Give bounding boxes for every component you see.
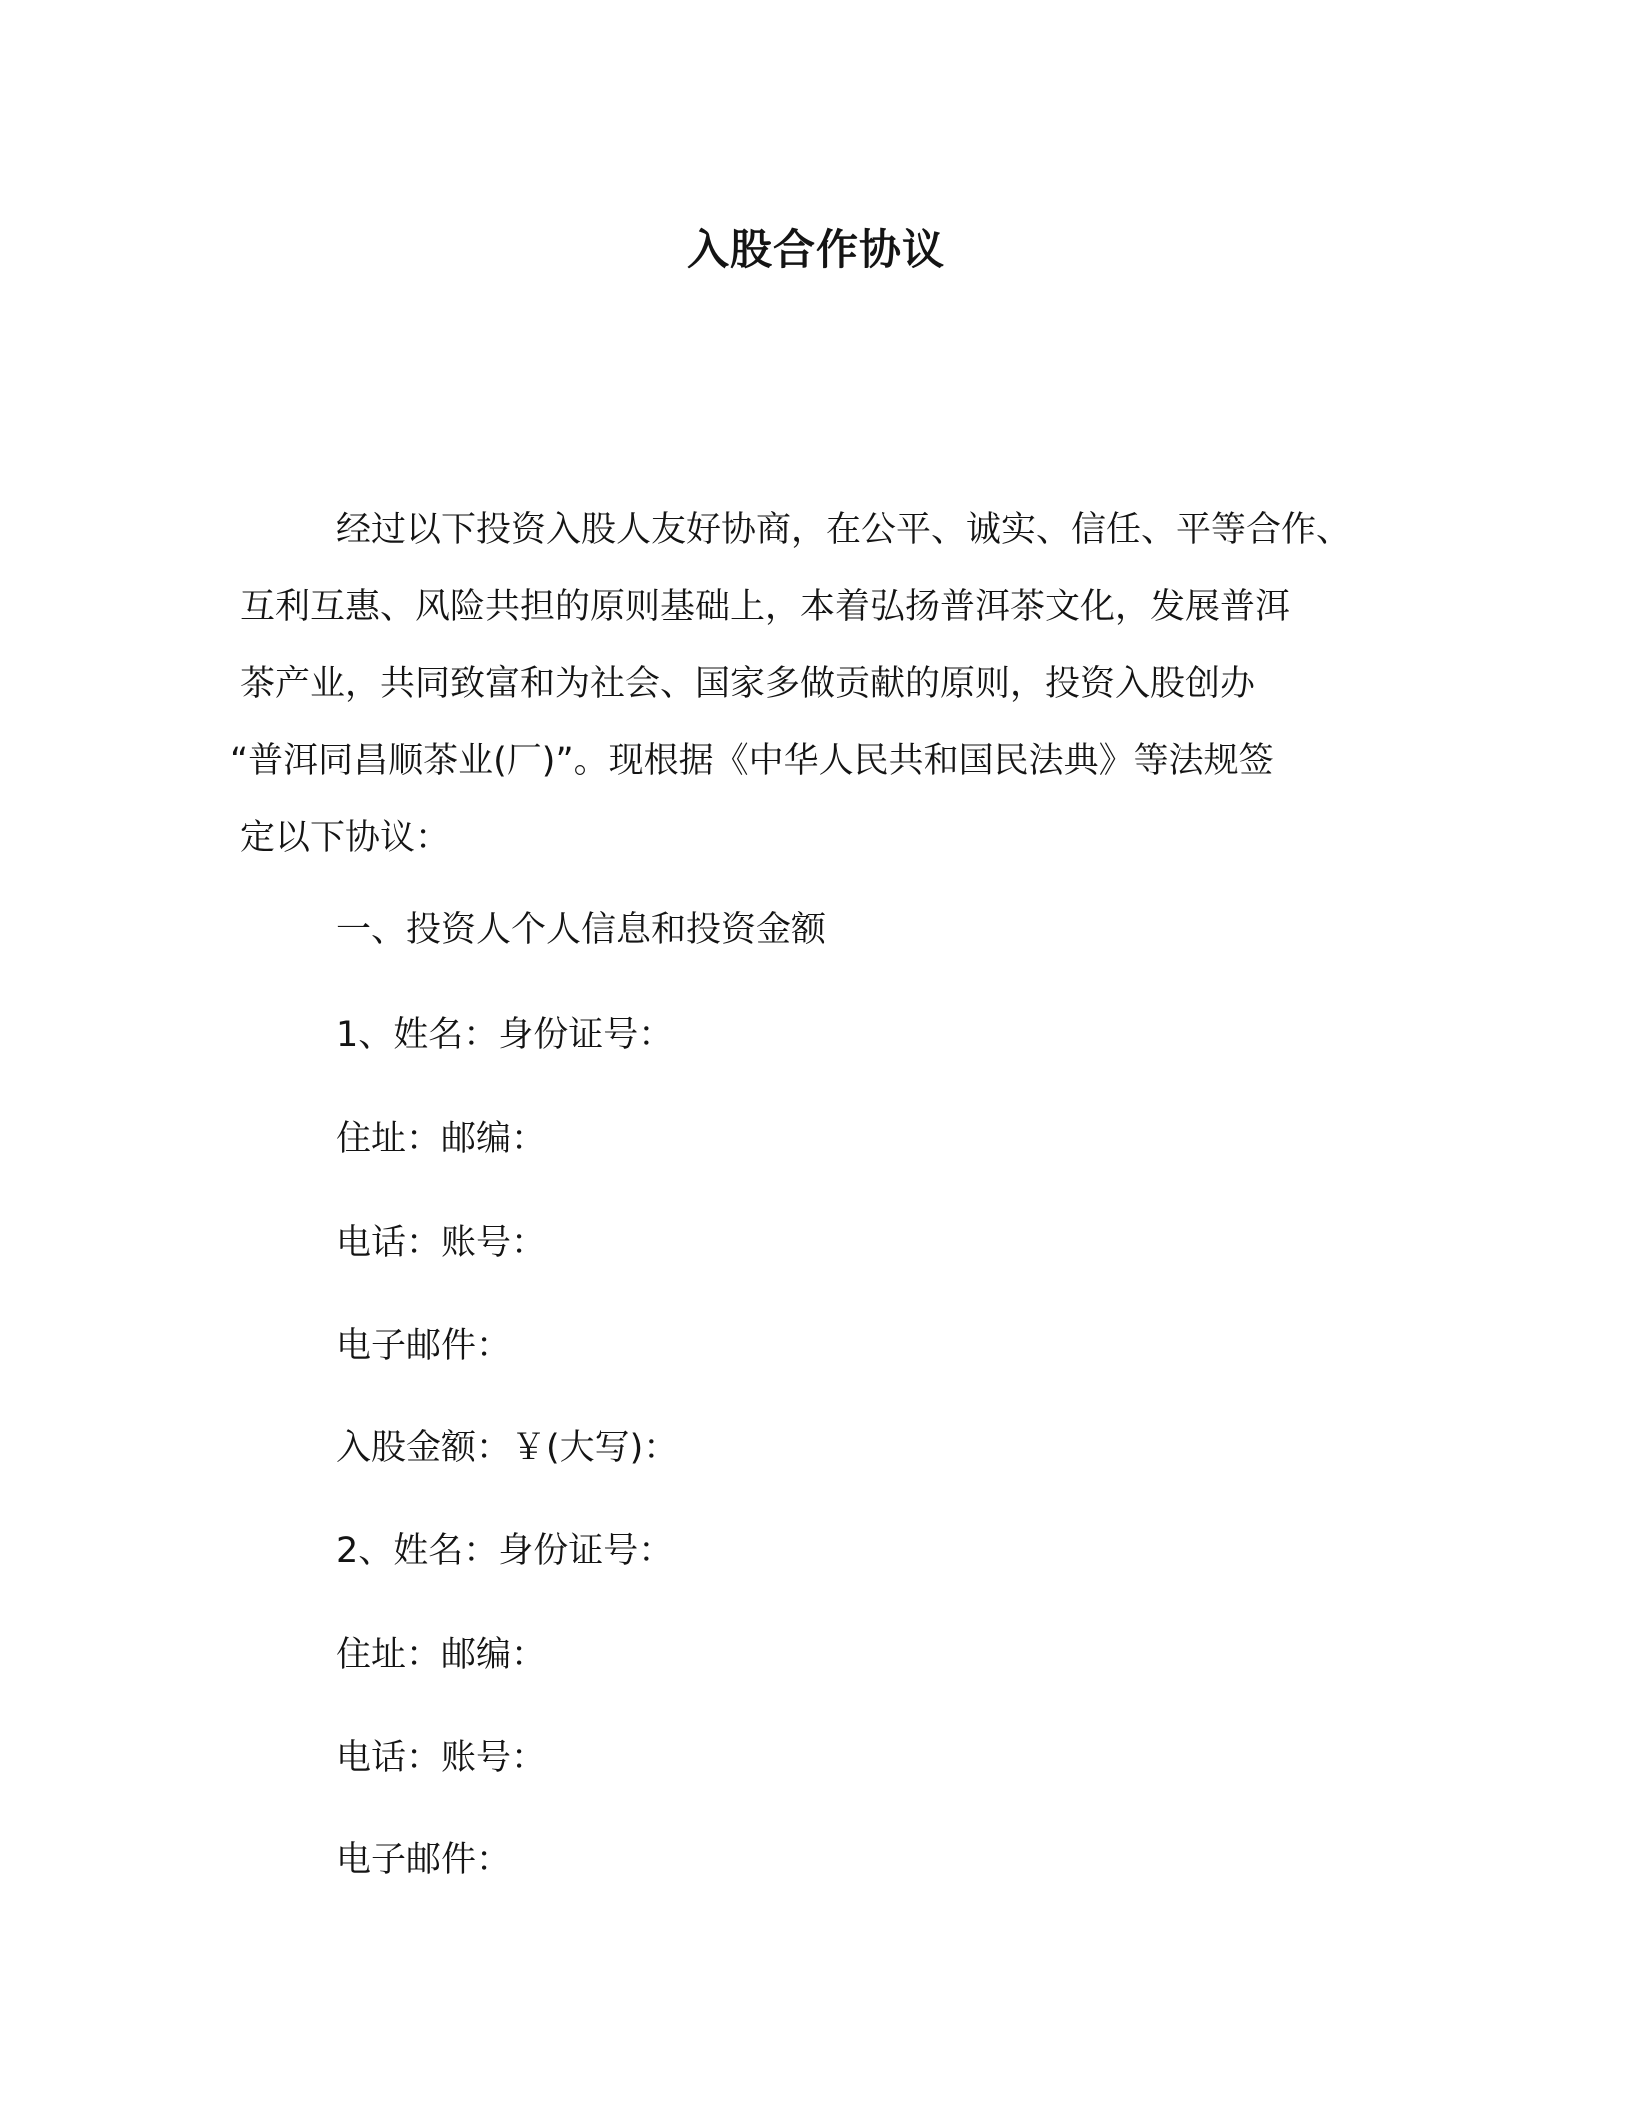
investor-2-address-zip: 住址：邮编：: [336, 1635, 547, 1675]
investor-2-phone-account: 电话：账号：: [336, 1738, 547, 1778]
investor-2-email: 电子邮件：: [336, 1840, 512, 1880]
investor-1-amount: 入股金额：￥(大写)：: [336, 1428, 679, 1468]
investor-1-email: 电子邮件：: [336, 1326, 512, 1366]
intro-paragraph: [230, 492, 1392, 877]
investor-2-name-id: 2、姓名：身份证号：: [336, 1531, 674, 1571]
document-title: 入股合作协议: [686, 225, 945, 274]
investor-1-name-id: 1、姓名：身份证号：: [336, 1015, 674, 1055]
investor-1-phone-account: 电话：账号：: [336, 1223, 547, 1263]
section-heading: 一、投资人个人信息和投资金额: [336, 910, 827, 950]
investor-1-address-zip: 住址：邮编：: [336, 1119, 547, 1159]
intro-line: “普洱同昌顺茶业(厂)”。现根据《中华人民共和国民法典》等法规签: [230, 741, 1274, 781]
intro-line: 茶产业，共同致富和为社会、国家多做贡献的原则，投资入股创办: [240, 664, 1256, 704]
intro-line: 互利互惠、风险共担的原则基础上，本着弘扬普洱茶文化，发展普洱: [240, 587, 1291, 627]
intro-line: 定以下协议：: [240, 818, 451, 858]
intro-line: 经过以下投资入股人友好协商，在公平、诚实、信任、平等合作、: [336, 510, 1352, 550]
